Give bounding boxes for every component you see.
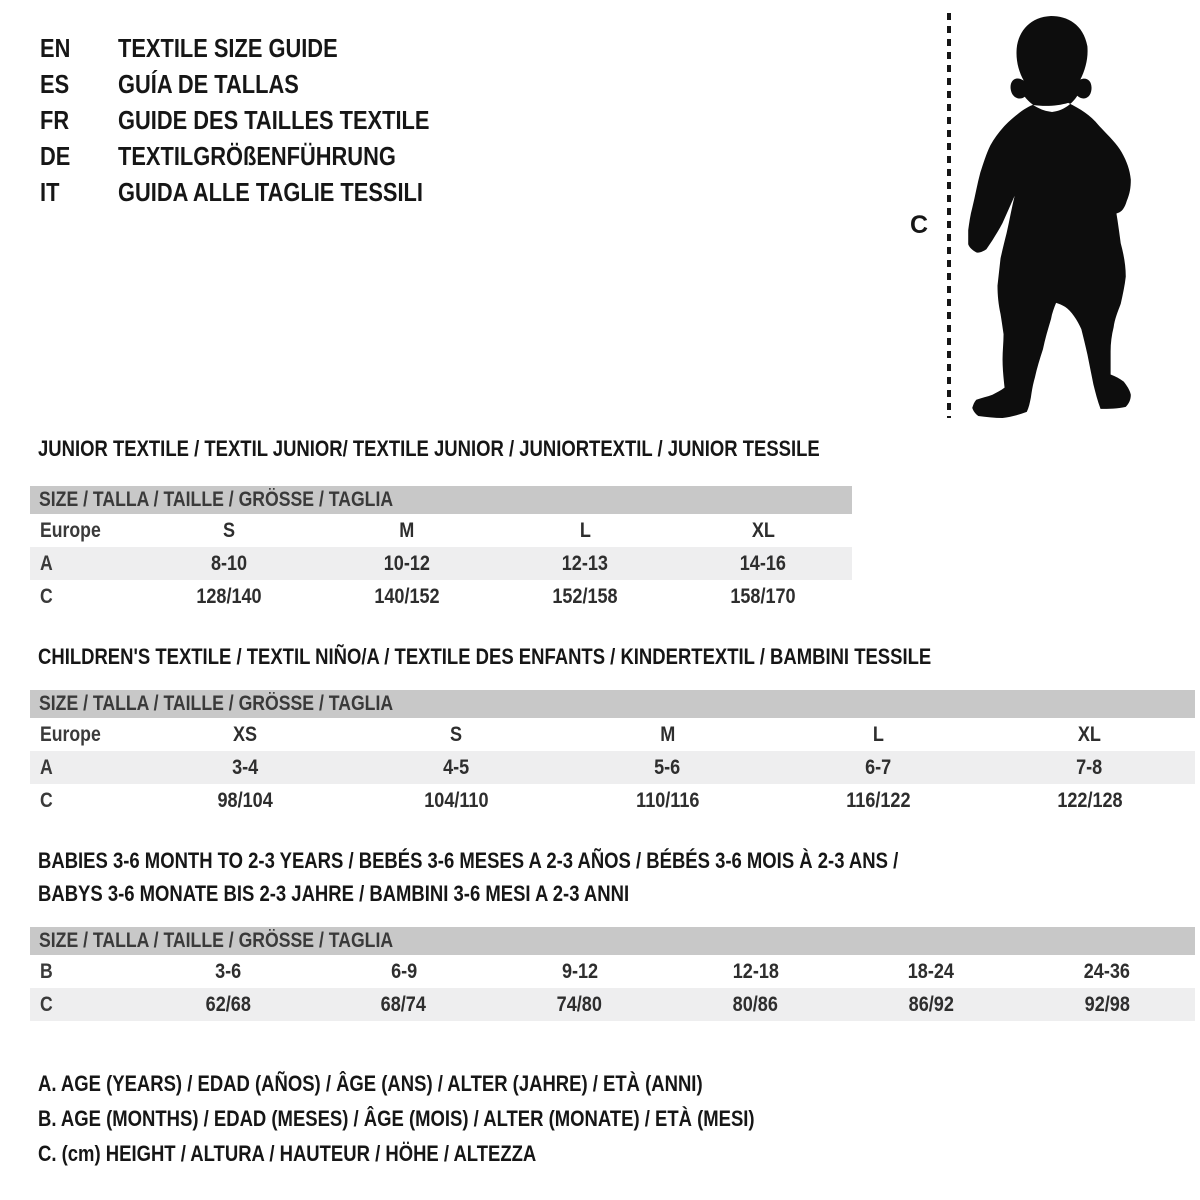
table-cell: 3-6 — [214, 959, 241, 983]
figure-height-label: C — [910, 211, 929, 239]
table-cell: 12-13 — [561, 551, 609, 575]
table-cell: 80/86 — [732, 992, 778, 1016]
language-row — [40, 102, 489, 138]
table-cell: 5-6 — [654, 755, 681, 779]
row-label: A — [40, 755, 53, 779]
table-cell: 104/110 — [424, 788, 489, 812]
table-cell: 14-16 — [739, 551, 787, 575]
table-cell: 74/80 — [556, 992, 603, 1016]
table-cell: 98/104 — [217, 788, 274, 812]
row-label: Europe — [40, 518, 101, 542]
table-cell: 24-36 — [1083, 959, 1131, 983]
table-cell: L — [579, 518, 591, 542]
table-row — [30, 547, 852, 580]
table-cell: S — [450, 722, 463, 746]
children-size-table — [30, 690, 1195, 817]
table-row — [30, 751, 1195, 784]
table-size-header: SIZE / TALLA / TAILLE / GRÖSSE / TAGLIA — [30, 690, 1195, 718]
table-cell: 86/92 — [908, 992, 954, 1016]
table-row — [30, 514, 852, 547]
table-cell: 152/158 — [552, 584, 618, 608]
legend-notes — [38, 1066, 891, 1171]
note-line-a — [38, 1066, 891, 1101]
height-measure-dashed-line — [947, 13, 951, 418]
table-cell: 140/152 — [374, 584, 440, 608]
table-cell: 122/128 — [1056, 788, 1123, 812]
language-title: GUIDE DES TAILLES TEXTILE — [118, 104, 430, 135]
table-row — [30, 955, 1195, 988]
language-code: EN — [40, 32, 71, 63]
language-code: DE — [40, 140, 71, 171]
language-title: TEXTILGRÖßENFÜHRUNG — [118, 140, 396, 171]
table-cell: 92/98 — [1084, 992, 1130, 1016]
section-title-junior — [38, 432, 969, 465]
language-row — [40, 66, 489, 102]
table-cell: 62/68 — [205, 992, 251, 1016]
note-line-c — [38, 1136, 891, 1171]
section-title-children — [38, 640, 1101, 673]
table-cell: 12-18 — [732, 959, 779, 983]
section-title-text: BABIES 3-6 MONTH TO 2-3 YEARS / BEBÉS 3-6 MESES A 2-3 AÑOS / BÉBÉS 3-6 MOIS À 2-3 ANS / — [38, 848, 899, 873]
table-cell: 116/122 — [846, 788, 911, 812]
note-text: B. AGE (MONTHS) / EDAD (MESES) / ÂGE (MOIS) / ALTER (MONATE) / ETÀ (MESI) — [38, 1105, 755, 1131]
table-cell: 158/170 — [730, 584, 796, 608]
table-cell: 6-9 — [390, 959, 417, 983]
table-row — [30, 784, 1195, 817]
table-cell: 3-4 — [232, 755, 259, 779]
table-cell: 10-12 — [383, 551, 431, 575]
language-title: TEXTILE SIZE GUIDE — [118, 32, 338, 63]
row-label: C — [40, 584, 53, 608]
table-cell: 18-24 — [908, 959, 955, 983]
table-cell: 128/140 — [196, 584, 262, 608]
row-label: C — [40, 992, 53, 1016]
table-cell: 9-12 — [561, 959, 598, 983]
table-cell: M — [399, 518, 415, 542]
language-code: ES — [40, 68, 70, 99]
note-text: A. AGE (YEARS) / EDAD (AÑOS) / ÂGE (ANS) / ALTER (JAHRE) / ETÀ (ANNI) — [38, 1070, 703, 1096]
junior-size-table — [30, 486, 852, 613]
language-title: GUIDA ALLE TAGLIE TESSILI — [118, 176, 423, 207]
section-title-text: JUNIOR TEXTILE / TEXTIL JUNIOR/ TEXTILE JUNIOR / JUNIORTEXTIL / JUNIOR TESSILE — [38, 436, 820, 461]
language-code: IT — [40, 176, 60, 207]
table-row — [30, 580, 852, 613]
table-cell: 4-5 — [443, 755, 470, 779]
row-label: C — [40, 788, 53, 812]
language-row — [40, 30, 489, 66]
toddler-silhouette-icon — [962, 16, 1134, 420]
table-cell: 8-10 — [210, 551, 248, 575]
section-title-babies — [38, 844, 1062, 910]
note-line-b — [38, 1101, 891, 1136]
table-cell: 7-8 — [1076, 755, 1103, 779]
table-size-header: SIZE / TALLA / TAILLE / GRÖSSE / TAGLIA — [30, 486, 852, 514]
section-title-text: CHILDREN'S TEXTILE / TEXTIL NIÑO/A / TEXTILE DES ENFANTS / KINDERTEXTIL / BAMBINI TESSILE — [38, 644, 932, 669]
section-title-text: BABYS 3-6 MONATE BIS 2-3 JAHRE / BAMBINI 3-6 MESI A 2-3 ANNI — [38, 881, 630, 906]
table-row — [30, 988, 1195, 1021]
language-legend — [40, 30, 489, 210]
language-row — [40, 138, 489, 174]
table-row — [30, 718, 1195, 751]
babies-size-table — [30, 927, 1195, 1021]
table-cell: XL — [751, 518, 775, 542]
table-size-header: SIZE / TALLA / TAILLE / GRÖSSE / TAGLIA — [30, 927, 1195, 955]
table-cell: L — [872, 722, 885, 746]
table-cell: XS — [233, 722, 258, 746]
table-cell: 68/74 — [381, 992, 427, 1016]
table-cell: 110/116 — [635, 788, 700, 812]
table-cell: XL — [1077, 722, 1102, 746]
language-row — [40, 174, 489, 210]
table-cell: 6-7 — [865, 755, 892, 779]
note-text: C. (cm) HEIGHT / ALTURA / HAUTEUR / HÖHE / ALTEZZA — [38, 1140, 537, 1166]
row-label: B — [40, 959, 53, 983]
language-title: GUÍA DE TALLAS — [118, 68, 299, 99]
table-cell: M — [659, 722, 676, 746]
language-code: FR — [40, 104, 70, 135]
table-cell: S — [222, 518, 236, 542]
row-label: Europe — [40, 722, 101, 746]
row-label: A — [40, 551, 53, 575]
